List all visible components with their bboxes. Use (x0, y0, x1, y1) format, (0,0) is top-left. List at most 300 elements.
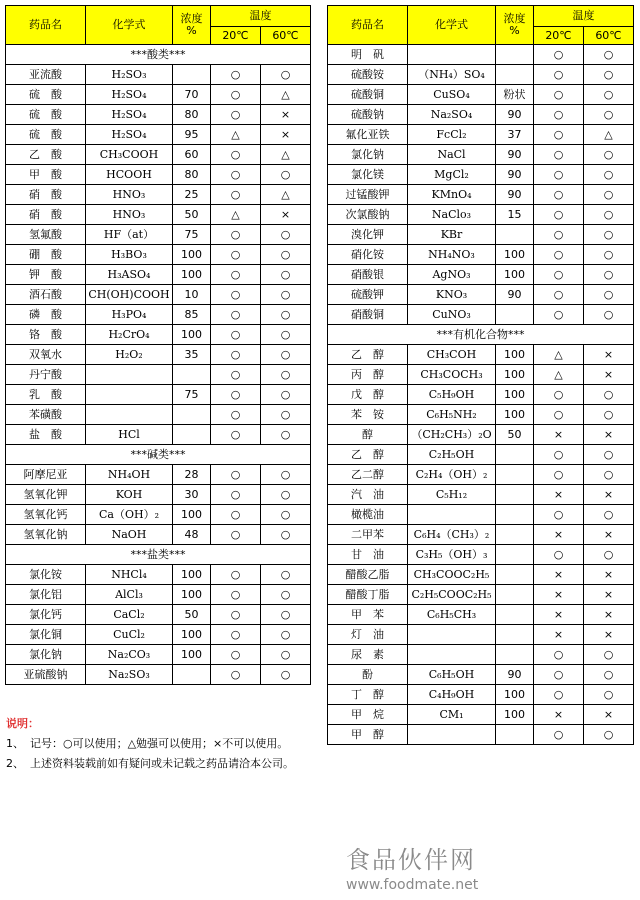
concentration-cell: 80 (173, 105, 211, 125)
table-row (6, 585, 311, 605)
table-row (328, 505, 634, 525)
concentration-cell: 100 (173, 585, 211, 605)
rating-60c-cell: △ (584, 125, 634, 145)
chemical-name-cell: 丁 醇 (328, 685, 408, 705)
rating-20c-cell: ○ (534, 165, 584, 185)
chemical-name-cell: 氯化铵 (6, 565, 86, 585)
rating-20c-cell: ○ (534, 665, 584, 685)
table-row (6, 165, 311, 185)
concentration-cell (173, 65, 211, 85)
formula-cell: KMnO₄ (408, 185, 496, 205)
note-item (6, 754, 326, 774)
concentration-cell: 25 (173, 185, 211, 205)
rating-60c-cell: ○ (584, 65, 634, 85)
note-text: 记号：○可以使用；△勉强可以使用；×不可以使用。 (30, 737, 289, 750)
concentration-cell (173, 365, 211, 385)
rating-60c-cell: ○ (261, 665, 311, 685)
table-row (328, 345, 634, 365)
rating-60c-cell: ○ (584, 445, 634, 465)
rating-60c-cell: ○ (584, 405, 634, 425)
rating-20c-cell: ○ (534, 465, 584, 485)
rating-20c-cell: ○ (211, 625, 261, 645)
concentration-cell: 100 (173, 565, 211, 585)
rating-60c-cell: ○ (584, 285, 634, 305)
rating-20c-cell: × (534, 525, 584, 545)
rating-20c-cell: ○ (211, 505, 261, 525)
header-formula: 化学式 (408, 6, 496, 45)
rating-20c-cell: ○ (211, 245, 261, 265)
chemical-name-cell: 丹宁酸 (6, 365, 86, 385)
concentration-cell: 100 (496, 365, 534, 385)
notes-title: 说明： (6, 717, 39, 730)
table-row (328, 585, 634, 605)
rating-60c-cell: ○ (584, 225, 634, 245)
concentration-cell: 37 (496, 125, 534, 145)
chemical-name-cell: 酚 (328, 665, 408, 685)
left-table-body (6, 45, 311, 685)
chemical-name-cell: 硫酸铵 (328, 65, 408, 85)
chemical-name-cell: 醇 (328, 425, 408, 445)
table-row (6, 285, 311, 305)
table-row (328, 385, 634, 405)
table-row (328, 705, 634, 725)
table-row (328, 265, 634, 285)
watermark-cn: 食品伙伴网 (346, 846, 476, 874)
concentration-cell: 100 (496, 245, 534, 265)
chemical-name-cell: 氯化铝 (6, 585, 86, 605)
chemical-name-cell: 硫 酸 (6, 85, 86, 105)
table-row (6, 465, 311, 485)
rating-60c-cell: ○ (584, 725, 634, 745)
chemical-name-cell: 甲 苯 (328, 605, 408, 625)
formula-cell: Na₂CO₃ (86, 645, 173, 665)
rating-60c-cell: ○ (261, 325, 311, 345)
table-row (328, 665, 634, 685)
formula-cell: KOH (86, 485, 173, 505)
rating-60c-cell: ○ (261, 645, 311, 665)
formula-cell: C₂H₅OH (408, 445, 496, 465)
header-conc-label: 浓度 (180, 12, 203, 25)
table-row (328, 285, 634, 305)
table-row (6, 605, 311, 625)
rating-20c-cell: △ (211, 125, 261, 145)
rating-60c-cell: × (584, 365, 634, 385)
concentration-cell (496, 625, 534, 645)
formula-cell: C₂H₅COOC₂H₅ (408, 585, 496, 605)
concentration-cell: 100 (173, 625, 211, 645)
rating-60c-cell: × (584, 425, 634, 445)
rating-60c-cell: ○ (584, 245, 634, 265)
right-table-body (328, 45, 634, 745)
left-table-header (6, 6, 311, 45)
rating-60c-cell: ○ (584, 645, 634, 665)
rating-20c-cell: ○ (211, 225, 261, 245)
chemical-name-cell: 乙 醇 (328, 445, 408, 465)
header-conc-unit: % (509, 24, 520, 37)
right-table-header (328, 6, 634, 45)
chemical-name-cell: 甲 烷 (328, 705, 408, 725)
rating-20c-cell: ○ (534, 725, 584, 745)
rating-20c-cell: ○ (534, 405, 584, 425)
chemical-name-cell: 硝酸银 (328, 265, 408, 285)
rating-20c-cell: ○ (211, 565, 261, 585)
chemical-name-cell: 乙 酸 (6, 145, 86, 165)
chemical-name-cell: 硫酸钠 (328, 105, 408, 125)
formula-cell: Na₂SO₃ (86, 665, 173, 685)
note-text: 上述资料装载前如有疑问或未记载之药品请洽本公司。 (30, 757, 294, 770)
chemical-name-cell: 钾 酸 (6, 265, 86, 285)
header-conc-unit: % (186, 24, 197, 37)
formula-cell: CuSO₄ (408, 85, 496, 105)
right-compatibility-table (327, 5, 634, 745)
table-row (328, 105, 634, 125)
concentration-cell: 90 (496, 285, 534, 305)
rating-60c-cell: × (584, 625, 634, 645)
table-row (328, 165, 634, 185)
formula-cell: H₂SO₄ (86, 85, 173, 105)
rating-20c-cell: ○ (534, 265, 584, 285)
formula-cell: AgNO₃ (408, 265, 496, 285)
formula-cell: H₂SO₃ (86, 65, 173, 85)
formula-cell: HNO₃ (86, 185, 173, 205)
left-compatibility-table (5, 5, 311, 685)
table-row (328, 625, 634, 645)
rating-60c-cell: ○ (261, 605, 311, 625)
chemical-name-cell: 二甲苯 (328, 525, 408, 545)
table-row (6, 405, 311, 425)
chemical-name-cell: 过锰酸钾 (328, 185, 408, 205)
rating-20c-cell: △ (211, 205, 261, 225)
rating-60c-cell: ○ (261, 425, 311, 445)
formula-cell: KBr (408, 225, 496, 245)
rating-20c-cell: ○ (211, 185, 261, 205)
rating-20c-cell: ○ (211, 585, 261, 605)
chemical-name-cell: 硫酸钾 (328, 285, 408, 305)
formula-cell: （CH₂CH₃）₂O (408, 425, 496, 445)
chemical-name-cell: 硫 酸 (6, 105, 86, 125)
rating-60c-cell: × (584, 345, 634, 365)
note-number: 2、 (6, 757, 24, 770)
formula-cell: CaCl₂ (86, 605, 173, 625)
concentration-cell (496, 225, 534, 245)
rating-20c-cell: ○ (534, 105, 584, 125)
formula-cell: HNO₃ (86, 205, 173, 225)
formula-cell: （NH₄）SO₄ (408, 65, 496, 85)
header-conc-label: 浓度 (503, 12, 526, 25)
table-row (328, 45, 634, 65)
concentration-cell: 100 (496, 385, 534, 405)
concentration-cell (496, 445, 534, 465)
formula-cell: C₅H₁₂ (408, 485, 496, 505)
rating-60c-cell: ○ (584, 545, 634, 565)
rating-20c-cell: ○ (534, 125, 584, 145)
chemical-name-cell: 氯化钙 (6, 605, 86, 625)
chemical-name-cell: 硝 酸 (6, 205, 86, 225)
concentration-cell (496, 725, 534, 745)
concentration-cell: 60 (173, 145, 211, 165)
chemical-name-cell: 氯化钠 (328, 145, 408, 165)
concentration-cell: 100 (496, 345, 534, 365)
table-row (328, 65, 634, 85)
formula-cell: NaCl (408, 145, 496, 165)
formula-cell: NaOH (86, 525, 173, 545)
concentration-cell (173, 405, 211, 425)
concentration-cell (496, 45, 534, 65)
rating-60c-cell: ○ (584, 465, 634, 485)
concentration-cell: 75 (173, 385, 211, 405)
rating-20c-cell: ○ (211, 65, 261, 85)
section-label: ***酸类*** (6, 45, 311, 65)
rating-20c-cell: ○ (211, 385, 261, 405)
rating-60c-cell: ○ (261, 65, 311, 85)
formula-cell: HCl (86, 425, 173, 445)
rating-20c-cell: × (534, 565, 584, 585)
concentration-cell (496, 545, 534, 565)
rating-20c-cell: ○ (534, 65, 584, 85)
formula-cell: C₄H₉OH (408, 685, 496, 705)
rating-20c-cell: × (534, 705, 584, 725)
concentration-cell (173, 665, 211, 685)
table-row (328, 545, 634, 565)
table-row (6, 325, 311, 345)
rating-60c-cell: × (261, 125, 311, 145)
chemical-name-cell: 甘 油 (328, 545, 408, 565)
rating-20c-cell: ○ (211, 405, 261, 425)
table-row (328, 305, 634, 325)
formula-cell: Na₂SO₄ (408, 105, 496, 125)
chemical-name-cell: 亚流酸 (6, 65, 86, 85)
rating-60c-cell: × (261, 105, 311, 125)
rating-20c-cell: ○ (534, 645, 584, 665)
concentration-cell: 粉状 (496, 85, 534, 105)
header-60c: 60℃ (261, 27, 311, 45)
concentration-cell: 35 (173, 345, 211, 365)
chemical-name-cell: 硼 酸 (6, 245, 86, 265)
formula-cell (86, 405, 173, 425)
formula-cell: H₂O₂ (86, 345, 173, 365)
table-row (6, 625, 311, 645)
table-row (328, 525, 634, 545)
rating-20c-cell: × (534, 425, 584, 445)
table-row (6, 185, 311, 205)
chemical-name-cell: 甲 醇 (328, 725, 408, 745)
formula-cell: NH₄OH (86, 465, 173, 485)
chemical-name-cell: 亚硫酸钠 (6, 665, 86, 685)
formula-cell: C₅H₉OH (408, 385, 496, 405)
concentration-cell: 100 (173, 245, 211, 265)
rating-60c-cell: ○ (261, 405, 311, 425)
formula-cell: H₂CrO₄ (86, 325, 173, 345)
rating-60c-cell: × (584, 705, 634, 725)
rating-60c-cell: ○ (261, 265, 311, 285)
formula-cell: Ca（OH）₂ (86, 505, 173, 525)
table-row (6, 85, 311, 105)
table-row (6, 65, 311, 85)
section-row (6, 45, 311, 65)
chemical-name-cell: 硝酸铜 (328, 305, 408, 325)
chemical-name-cell: 灯 油 (328, 625, 408, 645)
rating-20c-cell: ○ (211, 425, 261, 445)
rating-20c-cell: ○ (534, 305, 584, 325)
concentration-cell: 100 (173, 325, 211, 345)
rating-60c-cell: ○ (584, 145, 634, 165)
table-row (6, 645, 311, 665)
header-temperature: 温度 (534, 6, 634, 27)
header-name: 药品名 (6, 6, 86, 45)
chemical-name-cell: 磷 酸 (6, 305, 86, 325)
table-row (328, 605, 634, 625)
note-number: 1、 (6, 737, 24, 750)
chemical-name-cell: 溴化钾 (328, 225, 408, 245)
section-row (328, 325, 634, 345)
concentration-cell: 100 (496, 265, 534, 285)
formula-cell: H₂SO₄ (86, 125, 173, 145)
chemical-name-cell: 醋酸丁脂 (328, 585, 408, 605)
rating-20c-cell: ○ (211, 465, 261, 485)
chemical-name-cell: 乙二醇 (328, 465, 408, 485)
concentration-cell: 50 (173, 605, 211, 625)
rating-20c-cell: ○ (211, 285, 261, 305)
chemical-name-cell: 氯化镁 (328, 165, 408, 185)
rating-20c-cell: ○ (211, 265, 261, 285)
rating-60c-cell: ○ (584, 205, 634, 225)
rating-60c-cell: ○ (261, 625, 311, 645)
table-row (6, 245, 311, 265)
chemical-name-cell: 氢氧化钙 (6, 505, 86, 525)
formula-cell: CH(OH)COOH (86, 285, 173, 305)
chemical-name-cell: 苯 铵 (328, 405, 408, 425)
chemical-name-cell: 氢氧化钾 (6, 485, 86, 505)
rating-20c-cell: ○ (534, 205, 584, 225)
formula-cell: HF（at） (86, 225, 173, 245)
formula-cell: NH₄NO₃ (408, 245, 496, 265)
rating-60c-cell: ○ (584, 165, 634, 185)
rating-60c-cell: ○ (261, 465, 311, 485)
formula-cell: C₃H₅（OH）₃ (408, 545, 496, 565)
table-row (6, 105, 311, 125)
formula-cell: C₆H₅OH (408, 665, 496, 685)
table-row (328, 205, 634, 225)
rating-60c-cell: × (584, 485, 634, 505)
concentration-cell (496, 305, 534, 325)
concentration-cell: 100 (173, 505, 211, 525)
chemical-name-cell: 甲 酸 (6, 165, 86, 185)
concentration-cell: 85 (173, 305, 211, 325)
formula-cell (86, 385, 173, 405)
concentration-cell: 30 (173, 485, 211, 505)
formula-cell: H₃ASO₄ (86, 265, 173, 285)
formula-cell (86, 365, 173, 385)
concentration-cell: 100 (173, 265, 211, 285)
chemical-name-cell: 硫 酸 (6, 125, 86, 145)
rating-20c-cell: △ (534, 345, 584, 365)
section-label: ***碱类*** (6, 445, 311, 465)
formula-cell: C₆H₅CH₃ (408, 605, 496, 625)
rating-60c-cell: ○ (261, 225, 311, 245)
rating-20c-cell: ○ (211, 345, 261, 365)
concentration-cell: 28 (173, 465, 211, 485)
rating-60c-cell: ○ (261, 485, 311, 505)
rating-60c-cell: ○ (261, 565, 311, 585)
concentration-cell: 90 (496, 185, 534, 205)
formula-cell: C₆H₅NH₂ (408, 405, 496, 425)
table-row (6, 365, 311, 385)
notes-section (6, 714, 326, 774)
rating-20c-cell: ○ (534, 185, 584, 205)
chemical-name-cell: 氢氧化钠 (6, 525, 86, 545)
table-row (328, 445, 634, 465)
watermark-url: www.foodmate.net (346, 877, 479, 893)
rating-20c-cell: × (534, 585, 584, 605)
formula-cell: CH₃COH (408, 345, 496, 365)
table-row (328, 125, 634, 145)
formula-cell: CH₃COOH (86, 145, 173, 165)
formula-cell: H₃PO₄ (86, 305, 173, 325)
concentration-cell (173, 425, 211, 445)
concentration-cell: 80 (173, 165, 211, 185)
concentration-cell: 95 (173, 125, 211, 145)
rating-20c-cell: ○ (534, 225, 584, 245)
rating-20c-cell: ○ (211, 525, 261, 545)
note-item (6, 734, 326, 754)
chemical-name-cell: 硝 酸 (6, 185, 86, 205)
rating-20c-cell: △ (534, 365, 584, 385)
rating-20c-cell: ○ (534, 445, 584, 465)
rating-20c-cell: ○ (534, 145, 584, 165)
rating-60c-cell: ○ (261, 245, 311, 265)
table-row (6, 225, 311, 245)
formula-cell (408, 645, 496, 665)
chemical-name-cell: 氢氟酸 (6, 225, 86, 245)
header-concentration (173, 6, 211, 45)
rating-20c-cell: ○ (534, 45, 584, 65)
header-temperature: 温度 (211, 6, 311, 27)
rating-20c-cell: × (534, 625, 584, 645)
header-20c: 20℃ (534, 27, 584, 45)
formula-cell: FcCl₂ (408, 125, 496, 145)
chemical-name-cell: 丙 醇 (328, 365, 408, 385)
rating-20c-cell: ○ (211, 665, 261, 685)
concentration-cell: 90 (496, 665, 534, 685)
chemical-name-cell: 阿摩尼亚 (6, 465, 86, 485)
formula-cell: C₂H₄（OH）₂ (408, 465, 496, 485)
header-formula: 化学式 (86, 6, 173, 45)
table-row (6, 565, 311, 585)
chemical-name-cell: 汽 油 (328, 485, 408, 505)
rating-60c-cell: ○ (584, 665, 634, 685)
table-row (6, 385, 311, 405)
rating-60c-cell: ○ (584, 45, 634, 65)
header-concentration (496, 6, 534, 45)
rating-20c-cell: ○ (211, 165, 261, 185)
rating-20c-cell: × (534, 485, 584, 505)
chemical-name-cell: 盐 酸 (6, 425, 86, 445)
rating-60c-cell: ○ (261, 305, 311, 325)
chemical-name-cell: 尿 素 (328, 645, 408, 665)
rating-20c-cell: ○ (534, 385, 584, 405)
rating-20c-cell: ○ (211, 365, 261, 385)
table-row (6, 505, 311, 525)
rating-60c-cell: △ (261, 85, 311, 105)
rating-60c-cell: ○ (584, 505, 634, 525)
chemical-name-cell: 明 矾 (328, 45, 408, 65)
concentration-cell: 90 (496, 105, 534, 125)
rating-20c-cell: ○ (534, 685, 584, 705)
formula-cell: AlCl₃ (86, 585, 173, 605)
table-row (328, 365, 634, 385)
table-row (328, 145, 634, 165)
rating-20c-cell: ○ (534, 245, 584, 265)
